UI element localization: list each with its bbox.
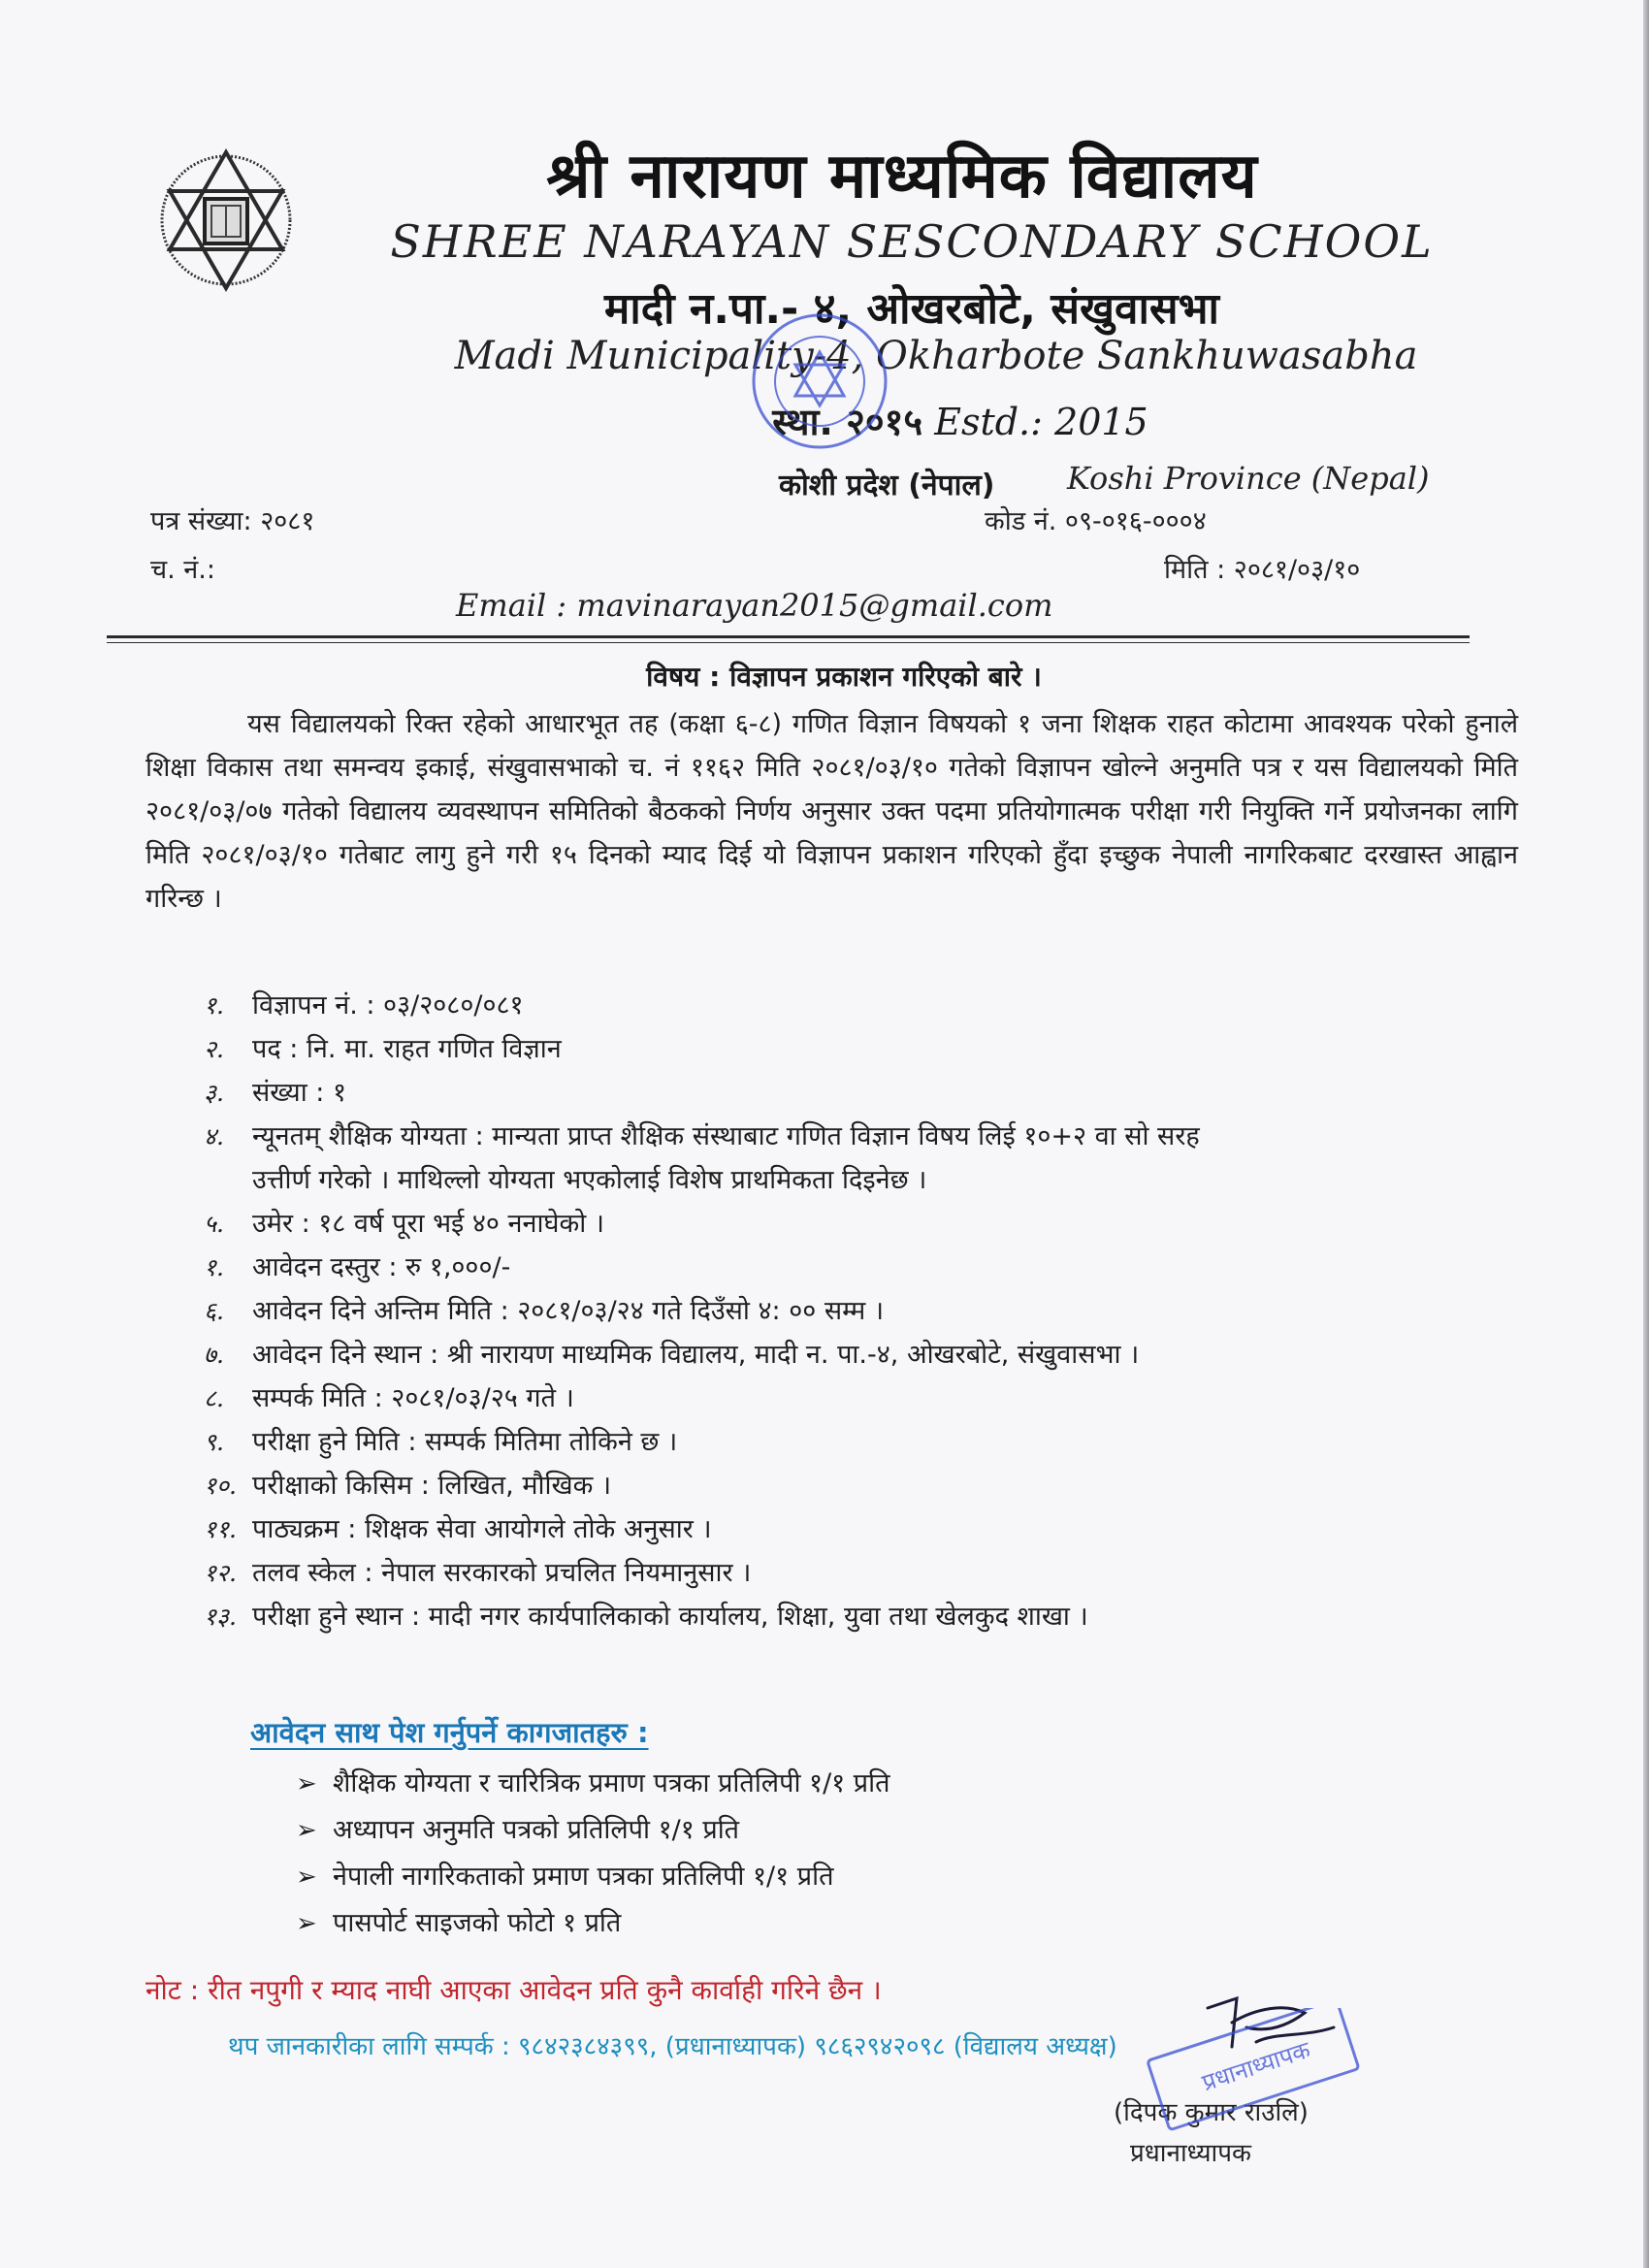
address-english: Madi Municipality-4, Okharbote Sankhuwasabha	[454, 334, 1418, 378]
item-text: पाठ्यक्रम : शिक्षक सेवा आयोगले तोके अनुसार ।	[252, 1514, 712, 1544]
item-number: ८.	[204, 1384, 224, 1412]
item-text: परीक्षाको किसिम : लिखित, मौखिक ।	[252, 1471, 612, 1501]
item-text: सम्पर्क मिति : २०८१/०३/२५ गते ।	[252, 1383, 574, 1413]
signatory-name: (दिपक कुमार राउलि)	[1114, 2098, 1309, 2127]
letter-number: पत्र संख्या: २०८१	[150, 506, 315, 536]
list-item	[204, 1289, 1523, 1333]
document-text: शैक्षिक योग्यता र चारित्रिक प्रमाण पत्रका प्रतिलिपी १/१ प्रति	[333, 1768, 890, 1798]
letter-subject: विषय : विज्ञापन प्रकाशन गरिएको बारे ।	[646, 661, 1042, 693]
list-item	[296, 1761, 890, 1807]
list-item	[204, 1551, 1523, 1595]
headmaster-stamp	[1145, 2008, 1368, 2134]
required-documents-list	[296, 1761, 890, 1947]
address-nepali: मादी न.पा.- ४, ओखरबोटे, संखुवासभा	[604, 284, 1219, 334]
list-item	[296, 1854, 890, 1900]
document-text: नेपाली नागरिकताको प्रमाण पत्रका प्रतिलिपी १/१ प्रति	[333, 1862, 834, 1892]
item-number: १.	[204, 991, 224, 1020]
item-number: ९.	[204, 1428, 224, 1456]
list-item	[296, 1807, 890, 1854]
item-text: आवेदन दिने स्थान : श्री नारायण माध्यमिक विद्यालय, मादी न. पा.-४, ओखरबोटे, संखुवासभा ।	[252, 1340, 1140, 1370]
item-text: उमेर : १८ वर्ष पूरा भई ४० ननाघेको ।	[252, 1209, 605, 1239]
note-text: नोट : रीत नपुगी र म्याद नाघी आएका आवेदन प्रति कुनै कार्वाही गरिने छैन ।	[146, 1974, 882, 2006]
document-text: पासपोर्ट साइजको फोटो १ प्रति	[333, 1908, 622, 1938]
list-item	[204, 1027, 1523, 1071]
dispatch-number: च. नं.:	[150, 555, 215, 585]
item-number: ११.	[204, 1515, 237, 1543]
required-documents-heading: आवेदन साथ पेश गर्नुपर्ने कागजातहरु :	[250, 1716, 649, 1749]
letter-date: मिति : २०८१/०३/१०	[1164, 555, 1361, 585]
item-text: पद : नि. मा. राहत गणित विज्ञान	[252, 1034, 562, 1064]
school-code: कोड नं. ०९-०१६-०००४	[985, 506, 1207, 536]
list-item	[204, 1377, 1523, 1420]
item-text: न्यूनतम् शैक्षिक योग्यता : मान्यता प्राप्त शैक्षिक संस्थाबाट गणित विज्ञान विषय लिई १०+२ वा सो सरह	[252, 1121, 1200, 1151]
item-text: परीक्षा हुने मिति : सम्पर्क मितिमा तोकिने छ ।	[252, 1427, 678, 1457]
arrow-bullet-icon: ➢	[296, 1909, 317, 1938]
list-item	[204, 1464, 1523, 1507]
document-text: अध्यापन अनुमति पत्रको प्रतिलिपी १/१ प्रति	[333, 1815, 740, 1845]
list-item	[296, 1900, 890, 1947]
body-paragraph: यस विद्यालयको रिक्त रहेको आधारभूत तह (कक्षा ६-८) गणित विज्ञान विषयको १ जना शिक्षक राहत कोटामा आवश्यक परेको हुनाले शिक्षा विकास तथा समन्वय इकाई, संखुवासभाको च. नं ११६२ मिति २०८१/०३/१० गतेको विज्ञापन खोल्ने अनुमति पत्र र यस विद्यालयको मिति २०८१/०३/०७ गतेको विद्यालय व्यवस्थापन समितिको बैठकको निर्णय अनुसार उक्त पदमा प्रतियोगात्मक परीक्षा गरी नियुक्ति गर्ने प्रयोजनका लागि मिति २०८१/०३/१० गतेबाट लागु हुने गरी १५ दिनको म्याद दिई यो विज्ञापन प्रकाशन गरिएको हुँदा इच्छुक नेपाली नागरिकबाट दरखास्त आह्वान गरिन्छ ।	[146, 709, 1518, 914]
stamp-text: प्रधानाध्यापक	[1198, 2035, 1314, 2097]
province-nepali: कोशी प्रदेश (नेपाल)	[779, 469, 995, 502]
item-number: ७.	[204, 1341, 224, 1369]
item-number: ४.	[204, 1122, 224, 1150]
item-number: ५.	[204, 1210, 224, 1238]
item-number: १.	[204, 1253, 224, 1281]
list-item	[204, 1333, 1523, 1377]
province-english: Koshi Province (Nepal)	[1067, 460, 1430, 497]
list-item	[204, 1071, 1523, 1115]
school-name-english: SHREE NARAYAN SESCONDARY SCHOOL	[390, 215, 1434, 268]
arrow-bullet-icon: ➢	[296, 1769, 317, 1798]
item-number: १२.	[204, 1559, 237, 1587]
signatory-title: प्रधानाध्यापक	[1130, 2139, 1252, 2168]
arrow-bullet-icon: ➢	[296, 1863, 317, 1892]
established-nepali: स्था. २०१५	[772, 401, 923, 443]
item-text-continued: उत्तीर्ण गरेको । माथिल्लो योग्यता भएकोलाई विशेष प्राथमिकता दिइनेछ ।	[252, 1165, 927, 1195]
item-text: विज्ञापन नं. : ०३/२०८०/०८१	[252, 990, 524, 1021]
list-item	[204, 1246, 1523, 1289]
school-seal-stamp	[747, 308, 892, 454]
letterhead-divider-thin	[107, 642, 1470, 643]
item-number: ६.	[204, 1297, 224, 1325]
list-item	[204, 1507, 1523, 1551]
item-number: १०.	[204, 1472, 237, 1500]
letterhead-divider	[107, 635, 1470, 638]
school-email: Email : mavinarayan2015@gmail.com	[456, 587, 1053, 624]
item-text: परीक्षा हुने स्थान : मादी नगर कार्यपालिकाको कार्यालय, शिक्षा, युवा तथा खेलकुद शाखा ।	[252, 1602, 1088, 1632]
item-text: तलव स्केल : नेपाल सरकारको प्रचलित नियमानुसार ।	[252, 1558, 752, 1588]
established-english: Estd.: 2015	[934, 401, 1148, 443]
list-item	[204, 1202, 1523, 1246]
item-text: आवेदन दस्तुर : रु १,०००/-	[252, 1252, 511, 1282]
contact-info: थप जानकारीका लागि सम्पर्क : ९८४२३८४३९९, (प्रधानाध्यापक) ९८६२९४२०९८ (विद्यालय अध्यक्ष)	[228, 2032, 1117, 2061]
list-item	[204, 1595, 1523, 1638]
list-item	[204, 1420, 1523, 1464]
item-text: आवेदन दिने अन्तिम मिति : २०८१/०३/२४ गते दिउँसो ४: ०० सम्म ।	[252, 1296, 885, 1326]
arrow-bullet-icon: ➢	[296, 1816, 317, 1845]
item-number: २.	[204, 1035, 224, 1063]
list-item	[204, 984, 1523, 1027]
school-name-nepali: श्री नारायण माध्यमिक विद्यालय	[546, 141, 1258, 212]
item-text: संख्या : १	[252, 1078, 347, 1108]
list-item	[204, 1115, 1523, 1202]
vacancy-details-list	[204, 984, 1523, 1638]
item-number: ३.	[204, 1079, 224, 1107]
item-number: १३.	[204, 1603, 237, 1631]
